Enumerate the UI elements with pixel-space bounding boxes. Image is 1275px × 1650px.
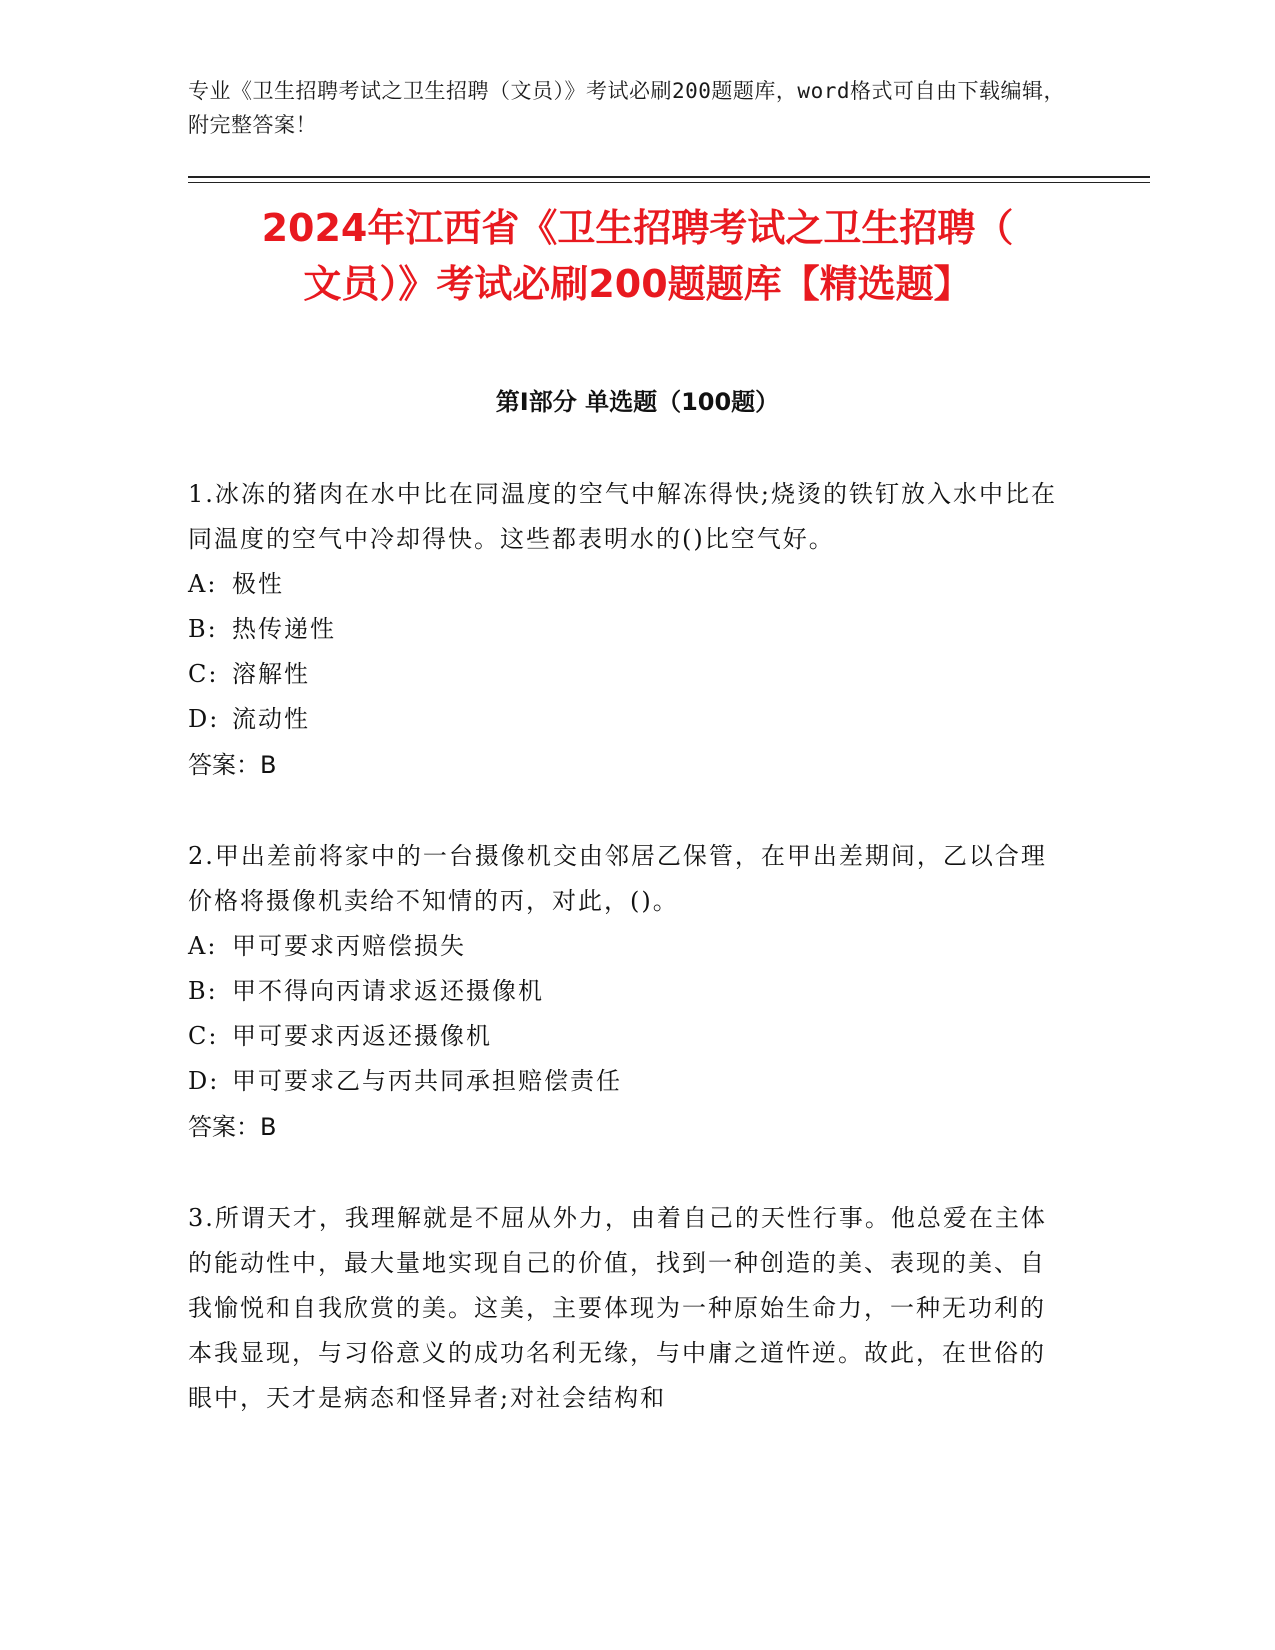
header-note: 专业《卫生招聘考试之卫生招聘（文员）》考试必刷200题题库，word格式可自由下载编辑，附完整答案！	[188, 79, 1065, 137]
answer-line: 答案：B	[188, 1113, 277, 1141]
option-b[interactable]	[188, 607, 1068, 652]
option-a[interactable]	[188, 924, 1068, 969]
option-text: 热传递性	[232, 615, 336, 643]
option-d[interactable]	[188, 697, 1068, 742]
option-text: 甲可要求丙赔偿损失	[232, 932, 466, 960]
option-key: D:	[188, 1067, 220, 1095]
question-item	[188, 472, 1068, 788]
option-key: A:	[188, 932, 218, 960]
option-text: 甲可要求乙与丙共同承担赔偿责任	[232, 1067, 622, 1095]
question-item	[188, 1196, 1068, 1421]
option-a[interactable]	[188, 562, 1068, 607]
option-b[interactable]	[188, 969, 1068, 1014]
section-title: 第Ⅰ部分 单选题（100题）	[495, 388, 780, 416]
option-c[interactable]	[188, 652, 1068, 697]
option-key: D:	[188, 705, 220, 733]
option-key: C:	[188, 1022, 219, 1050]
option-d[interactable]	[188, 1059, 1068, 1104]
question-stem: 3.所谓天才，我理解就是不屈从外力，由着自己的天性行事。他总爱在主体的能动性中，最大量地实现自己的价值，找到一种创造的美、表现的美、自我愉悦和自我欣赏的美。这美，主要体现为一种原始生命力，一种无功利的本我显现，与习俗意义的成功名利无缘，与中庸之道忤逆。故此，在世俗的眼中，天才是病态和怪异者;对社会结构和	[188, 1204, 1047, 1412]
document-title-line-1: 2024年江西省《卫生招聘考试之卫生招聘（	[261, 206, 1014, 250]
option-key: B:	[188, 977, 218, 1005]
document-title	[180, 200, 1095, 312]
question-list	[188, 472, 1068, 1467]
question-item	[188, 834, 1068, 1150]
answer-line: 答案：B	[188, 751, 277, 779]
option-key: A:	[188, 570, 218, 598]
option-text: 甲可要求丙返还摄像机	[232, 1022, 492, 1050]
option-text: 甲不得向丙请求返还摄像机	[232, 977, 544, 1005]
header-divider-thin	[188, 182, 1150, 183]
document-title-line-2: 文员）》考试必刷200题题库【精选题】	[303, 262, 972, 306]
question-stem: 1.冰冻的猪肉在水中比在同温度的空气中解冻得快;烧烫的铁钉放入水中比在同温度的空气中冷却得快。这些都表明水的()比空气好。	[188, 480, 1057, 553]
option-text: 溶解性	[232, 660, 310, 688]
option-key: C:	[188, 660, 219, 688]
option-c[interactable]	[188, 1014, 1068, 1059]
option-key: B:	[188, 615, 218, 643]
header-divider-thick	[188, 176, 1150, 178]
question-stem: 2.甲出差前将家中的一台摄像机交由邻居乙保管，在甲出差期间，乙以合理价格将摄像机卖给不知情的丙，对此，()。	[188, 842, 1047, 915]
option-text: 流动性	[232, 705, 310, 733]
option-text: 极性	[232, 570, 284, 598]
